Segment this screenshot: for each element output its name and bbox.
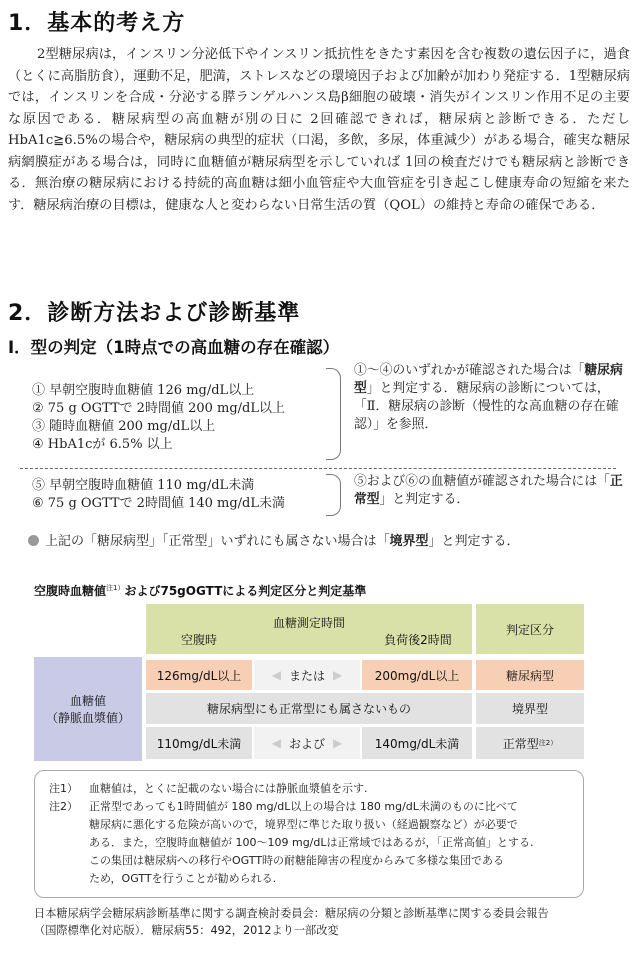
header-measure-time: 血糖測定時間 [146,604,472,654]
note-2-line: 正常型であっても1時間値が 180 mg/dL以上の場合は 180 mg/dL未満のものに比べて [89,800,518,813]
row-label: 血糖値 （静脈血漿値） [34,657,142,761]
note-2-label: 注2） [49,800,78,813]
subsection-heading: Ⅰ．型の判定（1時点での高血糖の存在確認） [8,338,340,357]
normal-bracket [326,474,341,516]
row1-2h: 200mg/dL以上 [362,660,472,690]
header-2h: 負荷後2時間 [384,632,452,647]
source-citation: 日本糖尿病学会糖尿病診断基準に関する調査検討委員会：糖尿病の分類と診断基準に関する委員会報告 （国際標準化対応版）．糖尿病55：492，2012より一部改変 [34,907,549,937]
criterion-3: ③ 随時血糖値 200 mg/dL以上 [32,419,216,434]
row3-connector: ◀ および ▶ [254,727,360,759]
criterion-4: ④ HbA1cが 6.5% 以上 [32,437,173,452]
section-1-heading: 1．基本的考え方 [8,11,186,36]
criterion-1: ① 早朝空腹時血糖値 126 mg/dL以上 [32,383,255,398]
borderline-bullet: 上記の「糖尿病型」「正常型」いずれにも属さない場合は「境界型」と判定する． [28,530,520,549]
note-1-line: 血糖値は，とくに記載のない場合には静脈血漿値を示す. [89,782,368,795]
row3-2h: 140mg/dL未満 [362,727,472,759]
diabetic-bracket [326,368,341,460]
row1-fasting: 126mg/dL以上 [146,660,252,690]
arrow-right-icon: ▶ [333,736,343,750]
table-caption: 空腹時血糖値$^{注1)}$および75gOGTTによる判定区分と判定基準 [34,584,367,598]
row1-result: 糖尿病型 [476,660,584,690]
arrow-left-icon: ◀ [271,668,281,682]
header-judgement: 判定区分 [476,604,584,654]
diabetic-note: ①～④のいずれかが確認された場合は「糖尿病型」と判定する．糖尿病の診断については，「Ⅱ．糖尿病の診断（慢性的な高血糖の存在確認）」を参照． [354,363,623,432]
row2-result: 境界型 [476,693,584,724]
note-2-line: ある．また，空腹時血糖値が 100～109 mg/dLは正常域ではあるが，「正常高値」とする. [89,836,534,849]
note-2-line: ため，OGTTを行うことが勧められる. [89,872,277,885]
row3-result: 正常型 注2） [476,727,584,759]
header-fasting: 空腹時 [180,632,217,647]
note-2-line: 糖尿病に悪化する危険が高いので，境界型に準じた取り扱い（経過観察など）が必要で [89,818,518,831]
criterion-5: ⑤ 早朝空腹時血糖値 110 mg/dL未満 [32,478,255,493]
section-1-paragraph: 2型糖尿病は，インスリン分泌低下やインスリン抵抗性をきたす素因を含む複数の遺伝因子に，過食（とくに高脂肪食），運動不足，肥満，ストレスなどの環境因子および加齢が加わり発症する．1型糖尿病では，インスリンを合成・分泌する膵ランゲルハンス島β細胞の破壊・消失がインスリン作用不足の主要な原因である．糖尿病型の高血糖が別の日に 2回確認できれば，糖尿病と診断できる．ただしHbA1c≧6.5%の場合や，糖尿病の典型的症状（口渇，多飲，多尿，体重減少）がある場合，確実な糖尿病網膜症がある場合は，同時に血糖値が糖尿病型を示していれば 1回の検査だけでも糖尿病と診断できる．無治療の糖尿病における持続的高血糖は細小血管症や大血管症を引き起こし健康寿命の短縮を来たす．糖尿病治療の目標は，健康な人と変わらない日常生活の質（QOL）の維持と寿命の確保である． [8,47,630,213]
divider [20,468,616,469]
arrow-right-icon: ▶ [333,668,343,682]
note-2-line: この集団は糖尿病への移行やOGTT時の耐糖能障害の程度からみて多様な集団である [89,854,505,867]
bullet-dot-icon [28,535,39,546]
criterion-6: ⑥ 75 g OGTTで 2時間値 140 mg/dL未満 [32,496,286,511]
criterion-2: ② 75 g OGTTで 2時間値 200 mg/dL以上 [32,401,286,416]
row2-middle: 糖尿病型にも正常型にも属さないもの [146,693,472,724]
normal-note: ⑤および⑥の血糖値が確認された場合には「正常型」と判定する． [354,474,623,507]
note-1-label: 注1） [49,782,78,795]
row1-connector: ◀ または ▶ [254,660,360,690]
section-2-heading: 2．診断方法および診断基準 [8,301,301,326]
arrow-left-icon: ◀ [271,736,281,750]
row3-fasting: 110mg/dL未満 [146,727,252,759]
notes-box [34,770,584,898]
